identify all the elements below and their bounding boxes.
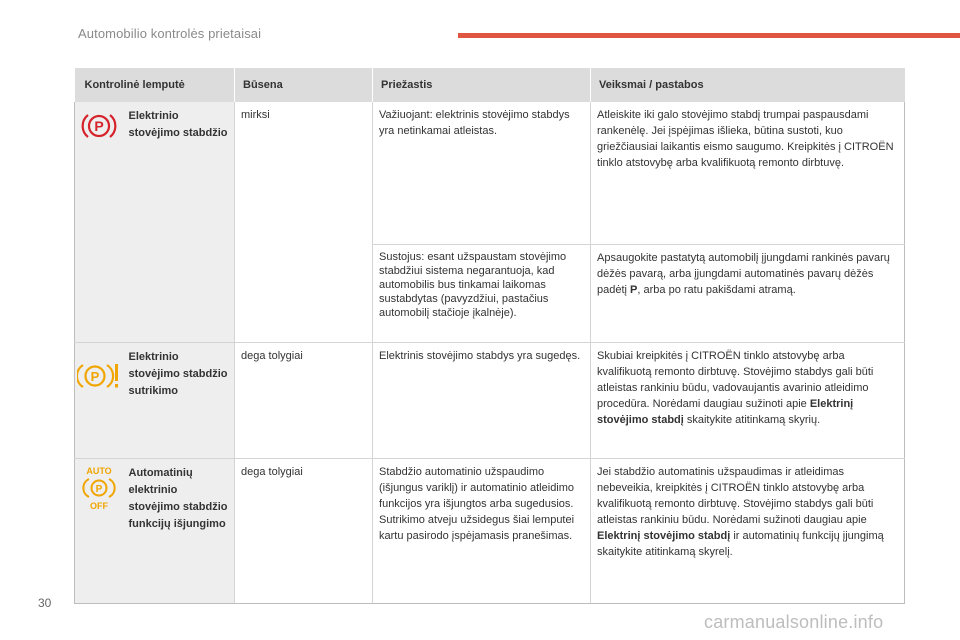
action-text: Skubiai kreipkitės į CITROËN tinklo atstovybę arba kvalifikuotą remonto dirbtuvę. Stovėjimo stabdys gali būti atleistas rankiniu būdu, vadovaujantis avarinio atleidimo procedūra. Norėdami daugiau sužinoti apie — [597, 349, 874, 410]
cause-cell: Sustojus: esant užspaustam stovėjimo stabdžiui sistema negarantuoja, kad automobilis bus tinkamai laikomas sustabdytas (pavyzdžiui, pastačius automobilį stačioje įkalnėje). — [373, 244, 591, 342]
action-text: , arba po ratu pakišdami atramą. — [637, 283, 796, 296]
watermark: carmanualsonline.info — [704, 612, 884, 632]
action-text: ir automatinių funkcijų įjungimą skaitykite atitinkamą skyrelį. — [597, 529, 884, 558]
state-cell: dega tolygiai — [235, 342, 373, 458]
parking-brake-fault-icon — [77, 368, 121, 396]
warning-icon-cell — [75, 342, 123, 458]
action-text: Apsaugokite pastatytą automobilį įjungdami rankinės pavarų dėžės pavarą, arba įjungdami automatinės pavarų dėžės padėtį — [597, 251, 890, 296]
action-text: Jei stabdžio automatinis užspaudimas ir atleidimas nebeveikia, kreipkitės į CITROËN tinklo atstovybę arba kvalifikuotą remonto dirbtuvę. Stovėjimo stabdys gali būti atleistas rankiniu būdu. Norėdami sužinoti daugiau apie — [597, 465, 874, 526]
state-cell: dega tolygiai — [235, 458, 373, 603]
parking-brake-red-icon — [81, 118, 117, 145]
warning-lights-table — [74, 68, 905, 604]
warning-icon-cell — [75, 102, 123, 342]
column-header-light: Kontrolinė lemputė — [75, 68, 235, 102]
page-header-title: Automobilio kontrolės prietaisai — [78, 26, 262, 41]
action-keyword: Elektrinį stovėjimo stabdį — [597, 529, 731, 542]
svg-text:P: P — [90, 368, 100, 384]
action-cell — [591, 342, 905, 458]
svg-text:P: P — [95, 483, 103, 495]
table-row — [75, 342, 905, 458]
column-header-actions: Veiksmai / pastabos — [591, 68, 905, 102]
auto-parking-brake-off-icon — [81, 465, 117, 514]
action-cell — [591, 458, 905, 603]
header-accent-bar — [458, 33, 960, 38]
warning-icon-cell — [75, 458, 123, 603]
svg-text:P: P — [94, 118, 104, 134]
icon-text-off: OFF — [89, 500, 108, 511]
column-header-state: Būsena — [235, 68, 373, 102]
table-row — [75, 458, 905, 603]
cause-cell: Važiuojant: elektrinis stovėjimo stabdys yra netinkamai atleistas. — [373, 102, 591, 244]
page-number: 30 — [38, 596, 52, 610]
action-text: skaitykite atitinkamą skyrių. — [683, 413, 821, 426]
warning-light-name: Elektrinio stovėjimo stabdžio — [123, 102, 235, 342]
table-header-row — [75, 68, 905, 102]
action-keyword: P — [630, 283, 638, 296]
icon-text-auto: AUTO — [86, 465, 112, 476]
warning-light-name: Elektrinio stovėjimo stabdžio sutrikimo — [123, 342, 235, 458]
column-header-cause: Priežastis — [373, 68, 591, 102]
action-cell — [591, 244, 905, 342]
action-cell: Atleiskite iki galo stovėjimo stabdį trumpai paspausdami rankenėlę. Jei įspėjimas išlieka, būtina sustoti, kuo griežčiausiai laikantis eismo saugumo. Kreipkitės į CITROËN tinklo atstovybę arba kvalifikuotą remonto dirbtuvę. — [591, 102, 905, 244]
table-row — [75, 102, 905, 244]
warning-light-name: Automatinių elektrinio stovėjimo stabdžio funkcijų išjungimo — [123, 458, 235, 603]
cause-cell: Elektrinis stovėjimo stabdys yra sugedęs. — [373, 342, 591, 458]
state-cell: mirksi — [235, 102, 373, 342]
cause-cell: Stabdžio automatinio užspaudimo (išjungus variklį) ir automatinio atleidimo funkcijos yra išjungtos arba sugedusios. Sutrikimo atveju užsidegus šiai lemputei kartu pasirodo įspėjamasis pranešimas. — [373, 458, 591, 603]
action-keyword: Elektrinį stovėjimo stabdį — [597, 397, 854, 426]
